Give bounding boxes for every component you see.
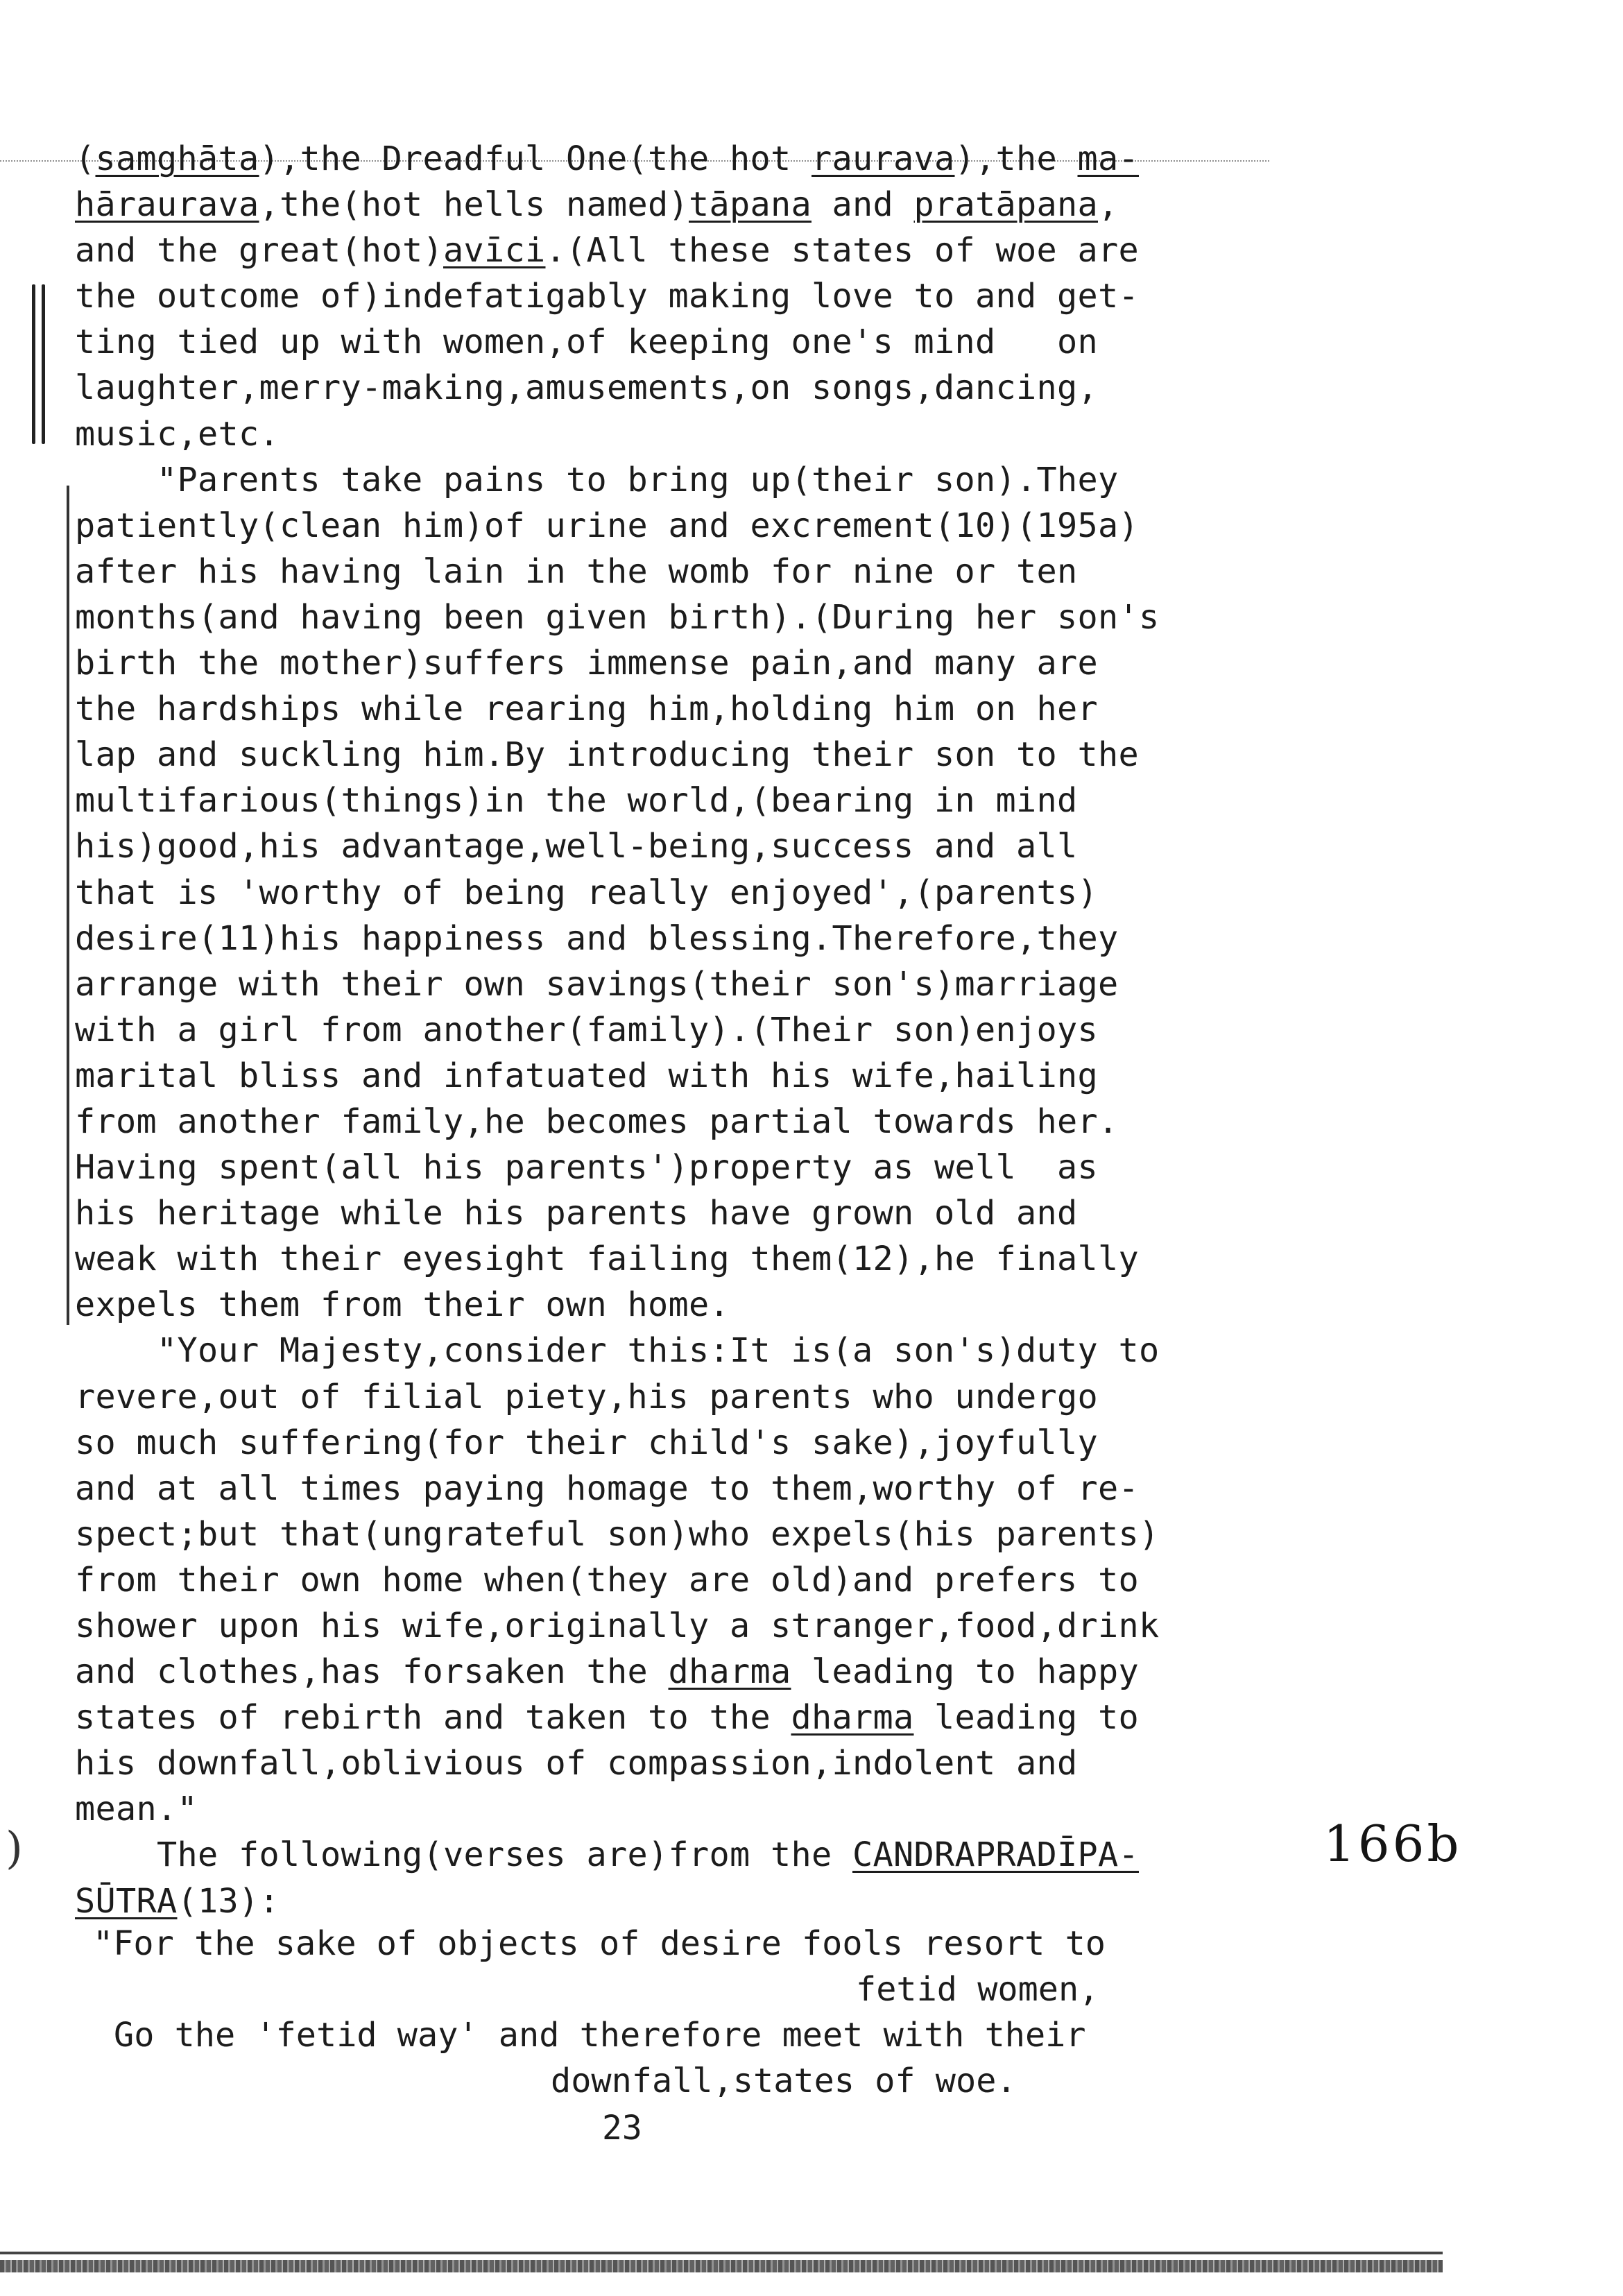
underlined-term: samghāta <box>95 139 259 178</box>
text-line <box>75 686 1296 732</box>
text-segment: after his having lain in the womb for nine or ten <box>75 551 1078 591</box>
underlined-term: dharma <box>668 1652 791 1692</box>
text-line <box>75 1190 1296 1236</box>
text-line <box>75 1374 1296 1420</box>
text-line <box>75 457 1296 503</box>
text-segment: birth the mother)suffers immense pain,and many are <box>75 644 1098 683</box>
text-segment: and the great(hot) <box>75 231 443 271</box>
text-segment: that is 'worthy of being really enjoyed',(parents) <box>75 873 1098 912</box>
scan-edge-line <box>0 2252 1443 2254</box>
text-line <box>75 411 1296 457</box>
scan-edge-band <box>0 2260 1443 2272</box>
verse-line-2: Go the 'fetid way' and therefore meet with their <box>114 2016 1086 2055</box>
text-segment: the hardships while rearing him,holding him on her <box>75 689 1098 729</box>
text-segment: music,etc. <box>75 414 280 454</box>
verse-line-1-continuation: fetid women, <box>856 1970 1099 2009</box>
text-line <box>75 1511 1296 1557</box>
text-line <box>75 1878 1296 1924</box>
text-segment: the outcome of)indefatigably making love to and get- <box>75 277 1139 316</box>
text-line <box>75 1145 1296 1190</box>
text-line <box>75 1236 1296 1282</box>
text-line <box>75 732 1296 778</box>
text-line <box>75 594 1296 640</box>
underlined-term: hāraurava <box>75 185 259 225</box>
text-line <box>75 1053 1296 1099</box>
text-segment: leading to <box>913 1698 1139 1738</box>
verse-line-2-continuation: downfall,states of woe. <box>551 2062 1017 2100</box>
text-segment: patiently(clean him)of urine and excrement(10)(195a) <box>75 506 1139 545</box>
text-segment: ),the <box>954 139 1078 178</box>
body-text <box>75 136 1296 1924</box>
text-line <box>75 136 1296 182</box>
text-line <box>75 916 1296 961</box>
margin-parenthesis-mark: ) <box>6 1823 23 1874</box>
handwritten-margin-note: 166b <box>1323 1815 1462 1873</box>
text-segment: from their own home when(they are old)and prefers to <box>75 1560 1139 1600</box>
text-line <box>75 870 1296 916</box>
text-line <box>75 1282 1296 1328</box>
text-segment: expels them from their own home. <box>75 1285 730 1325</box>
text-segment: revere,out of filial piety,his parents who undergo <box>75 1377 1098 1416</box>
text-segment: so much suffering(for their child's sake),joyfully <box>75 1423 1098 1462</box>
text-segment: ,the(hot hells named) <box>259 185 689 225</box>
text-segment: weak with their eyesight failing them(12),he finally <box>75 1240 1139 1279</box>
text-line <box>75 182 1296 228</box>
text-line <box>75 365 1296 411</box>
text-line <box>75 640 1296 686</box>
text-segment: "Parents take pains to bring up(their son).They <box>75 460 1119 499</box>
underlined-term: pratāpana <box>913 185 1098 225</box>
text-line <box>75 273 1296 319</box>
text-segment: (13): <box>177 1881 280 1921</box>
text-segment: laughter,merry-making,amusements,on songs,dancing, <box>75 368 1098 408</box>
underlined-term: CANDRAPRADĪPA- <box>852 1835 1139 1875</box>
text-line <box>75 1328 1296 1373</box>
text-segment: desire(11)his happiness and blessing.Therefore,they <box>75 918 1119 958</box>
text-segment: "Your Majesty,consider this:It is(a son's)duty to <box>75 1331 1160 1371</box>
text-segment: lap and suckling him.By introducing their son to the <box>75 735 1139 775</box>
text-segment: states of rebirth and taken to the <box>75 1698 791 1738</box>
text-segment: arrange with their own savings(their son's)marriage <box>75 964 1119 1004</box>
text-segment: months(and having been given birth).(During her son's <box>75 597 1160 637</box>
text-segment: and <box>812 185 914 225</box>
margin-side-line <box>67 486 69 1325</box>
text-segment: his heritage while his parents have grown old and <box>75 1194 1078 1233</box>
verse-line-1: "For the sake of objects of desire fools resort to <box>93 1924 1106 1963</box>
text-line <box>75 549 1296 594</box>
text-segment: and clothes,has forsaken the <box>75 1652 669 1692</box>
text-segment: shower upon his wife,originally a stranger,food,drink <box>75 1607 1160 1645</box>
underlined-term: SŪTRA <box>75 1881 178 1921</box>
text-line <box>75 1786 1296 1832</box>
text-line <box>75 823 1296 869</box>
text-segment: with a girl from another(family).(Their son)enjoys <box>75 1010 1098 1050</box>
underlined-term: dharma <box>791 1698 914 1738</box>
text-segment: , <box>1098 185 1119 225</box>
text-segment: and at all times paying homage to them,worthy of re- <box>75 1468 1139 1508</box>
underlined-term: ma- <box>1077 139 1139 178</box>
underlined-term: tāpana <box>689 185 812 225</box>
text-segment: from another family,he becomes partial towards her. <box>75 1102 1119 1141</box>
text-segment: Having spent(all his parents')property as well as <box>75 1148 1098 1188</box>
text-segment: his)good,his advantage,well-being,success and all <box>75 827 1078 866</box>
text-segment: mean." <box>75 1790 198 1829</box>
text-line <box>75 1466 1296 1511</box>
text-line <box>75 961 1296 1007</box>
text-line <box>75 1557 1296 1603</box>
text-segment: ting tied up with women,of keeping one's mind on <box>75 323 1098 362</box>
margin-double-bar <box>29 284 57 451</box>
page-number: 23 <box>602 2109 642 2148</box>
text-segment: ),the Dreadful One(the hot <box>259 139 812 178</box>
underlined-term: avīci <box>443 231 546 271</box>
text-line <box>75 1740 1296 1786</box>
text-line <box>75 503 1296 549</box>
text-line <box>75 1603 1296 1649</box>
text-segment: leading to happy <box>791 1652 1139 1692</box>
text-line <box>75 1649 1296 1695</box>
text-line <box>75 1832 1296 1878</box>
text-segment: his downfall,oblivious of compassion,indolent and <box>75 1744 1078 1783</box>
text-segment: marital bliss and infatuated with his wife,hailing <box>75 1056 1098 1095</box>
text-segment: .(All these states of woe are <box>545 231 1139 271</box>
text-line <box>75 228 1296 273</box>
text-line <box>75 1695 1296 1740</box>
text-line <box>75 319 1296 365</box>
text-segment: multifarious(things)in the world,(bearing in mind <box>75 781 1078 821</box>
text-segment: spect;but that(ungrateful son)who expels(his parents) <box>75 1514 1160 1554</box>
text-line <box>75 1007 1296 1053</box>
text-line <box>75 1420 1296 1466</box>
text-line <box>75 1099 1296 1145</box>
underlined-term: raurava <box>812 139 955 178</box>
text-line <box>75 778 1296 823</box>
text-segment: The following(verses are)from the <box>75 1835 852 1875</box>
text-segment: ( <box>75 139 96 178</box>
